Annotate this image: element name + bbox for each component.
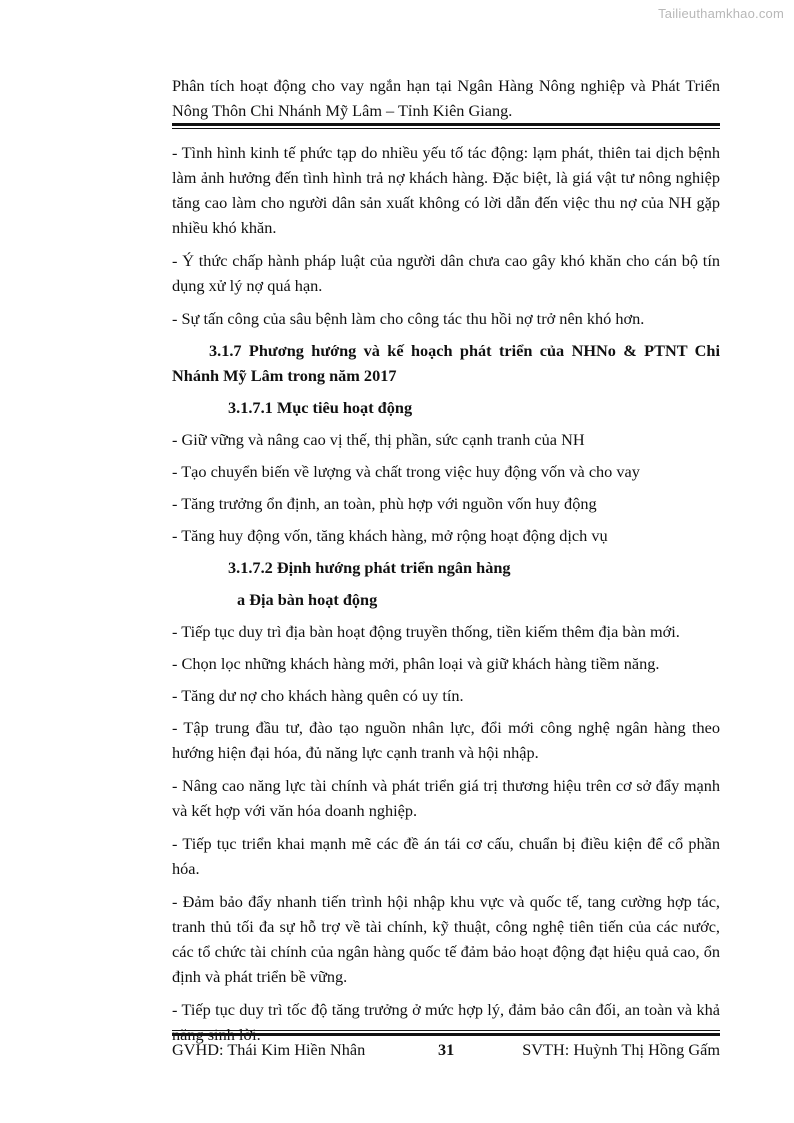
goal-item: - Tăng huy động vốn, tăng khách hàng, mở rộng hoạt động dịch vụ bbox=[172, 526, 608, 545]
page-number: 31 bbox=[438, 1040, 455, 1059]
paragraph-pests: - Sự tấn công của sâu bệnh làm cho công tác thu hồi nợ trở nên khó hơn. bbox=[172, 309, 645, 328]
header-rule-thick bbox=[172, 123, 720, 126]
section-heading-3-1-7: 3.1.7 Phương hướng và kế hoạch phát triển của NHNo & PTNT Chi Nhánh Mỹ Lâm trong năm 2017 bbox=[172, 341, 720, 385]
footer-rule-thin bbox=[172, 1030, 720, 1031]
direction-item: - Tiếp tục duy trì tốc độ tăng trưởng ở mức hợp lý, đảm bảo cân đối, an toàn và khả bbox=[172, 1000, 720, 1019]
direction-item: - Tiếp tục duy trì địa bàn hoạt động truyền thống, tiền kiếm thêm địa bàn mới. bbox=[172, 622, 680, 641]
direction-item: - Tập trung đầu tư, đào tạo nguồn nhân lực, đổi mới công nghệ ngân hàng theo hướng hiện đại hóa, đủ năng lực cạnh tranh và hội nhập. bbox=[172, 718, 720, 762]
direction-item: - Nâng cao năng lực tài chính và phát triển giá trị thương hiệu trên cơ sở đẩy mạnh và kết hợp với văn hóa doanh nghiệp. bbox=[172, 776, 720, 820]
footer-rule-thick bbox=[172, 1033, 720, 1036]
paragraph-legal-awareness: - Ý thức chấp hành pháp luật của người dân chưa cao gây khó khăn cho cán bộ tín dụng xử lý nợ quá hạn. bbox=[172, 251, 720, 295]
direction-item: - Chọn lọc những khách hàng mởi, phân loại và giữ khách hàng tiềm năng. bbox=[172, 654, 660, 673]
section-heading-3-1-7-1: 3.1.7.1 Mục tiêu hoạt động bbox=[228, 398, 413, 417]
section-heading-a: a Địa bàn hoạt động bbox=[237, 590, 378, 609]
goal-item: - Tăng trưởng ổn định, an toàn, phù hợp với nguồn vốn huy động bbox=[172, 494, 597, 513]
header-rule-thin bbox=[172, 128, 720, 129]
direction-item: - Tăng dư nợ cho khách hàng quên có uy tín. bbox=[172, 686, 464, 705]
direction-item: - Đảm bảo đẩy nhanh tiến trình hội nhập khu vực và quốc tế, tang cường hợp tác, tranh thủ tối đa sự hỗ trợ về tài chính, kỹ thuật, công nghệ tiên tiến của các nước, các tổ chức tài chính của ngân hàng quốc tế đảm bảo hoạt động đạt hiệu quả cao, ổn định và phát triển bề vững. bbox=[172, 892, 720, 986]
advisor-name: GVHD: Thái Kim Hiền Nhân bbox=[172, 1040, 366, 1059]
section-heading-3-1-7-2: 3.1.7.2 Định hướng phát triển ngân hàng bbox=[228, 558, 511, 577]
page-content bbox=[172, 140, 720, 1055]
running-header: Phân tích hoạt động cho vay ngắn hạn tại Ngân Hàng Nông nghiệp và Phát Triển Nông Thôn Chi Nhánh Mỹ Lâm – Tỉnh Kiên Giang. bbox=[172, 76, 720, 120]
direction-item: - Tiếp tục triển khai mạnh mẽ các đề án tái cơ cấu, chuẩn bị điều kiện để cổ phần hóa. bbox=[172, 834, 720, 878]
student-name: SVTH: Huỳnh Thị Hồng Gấm bbox=[522, 1040, 720, 1059]
goal-item: - Tạo chuyển biến về lượng và chất trong việc huy động vốn và cho vay bbox=[172, 462, 640, 481]
watermark-text: Tailieuthamkhao.com bbox=[658, 6, 784, 21]
paragraph-economic-situation: - Tình hình kinh tế phức tạp do nhiều yếu tố tác động: lạm phát, thiên tai dịch bệnh làm ảnh hưởng đến tình hình trả nợ khách hàng. Đặc biệt, là giá vật tư nông nghiệp tăng cao làm cho người dân sản xuất không có lời dẫn đến việc thu nợ của NH gặp nhiều khó khăn. bbox=[172, 143, 720, 237]
goal-item: - Giữ vững và nâng cao vị thế, thị phần, sức cạnh tranh của NH bbox=[172, 430, 585, 449]
running-footer bbox=[172, 1039, 720, 1063]
